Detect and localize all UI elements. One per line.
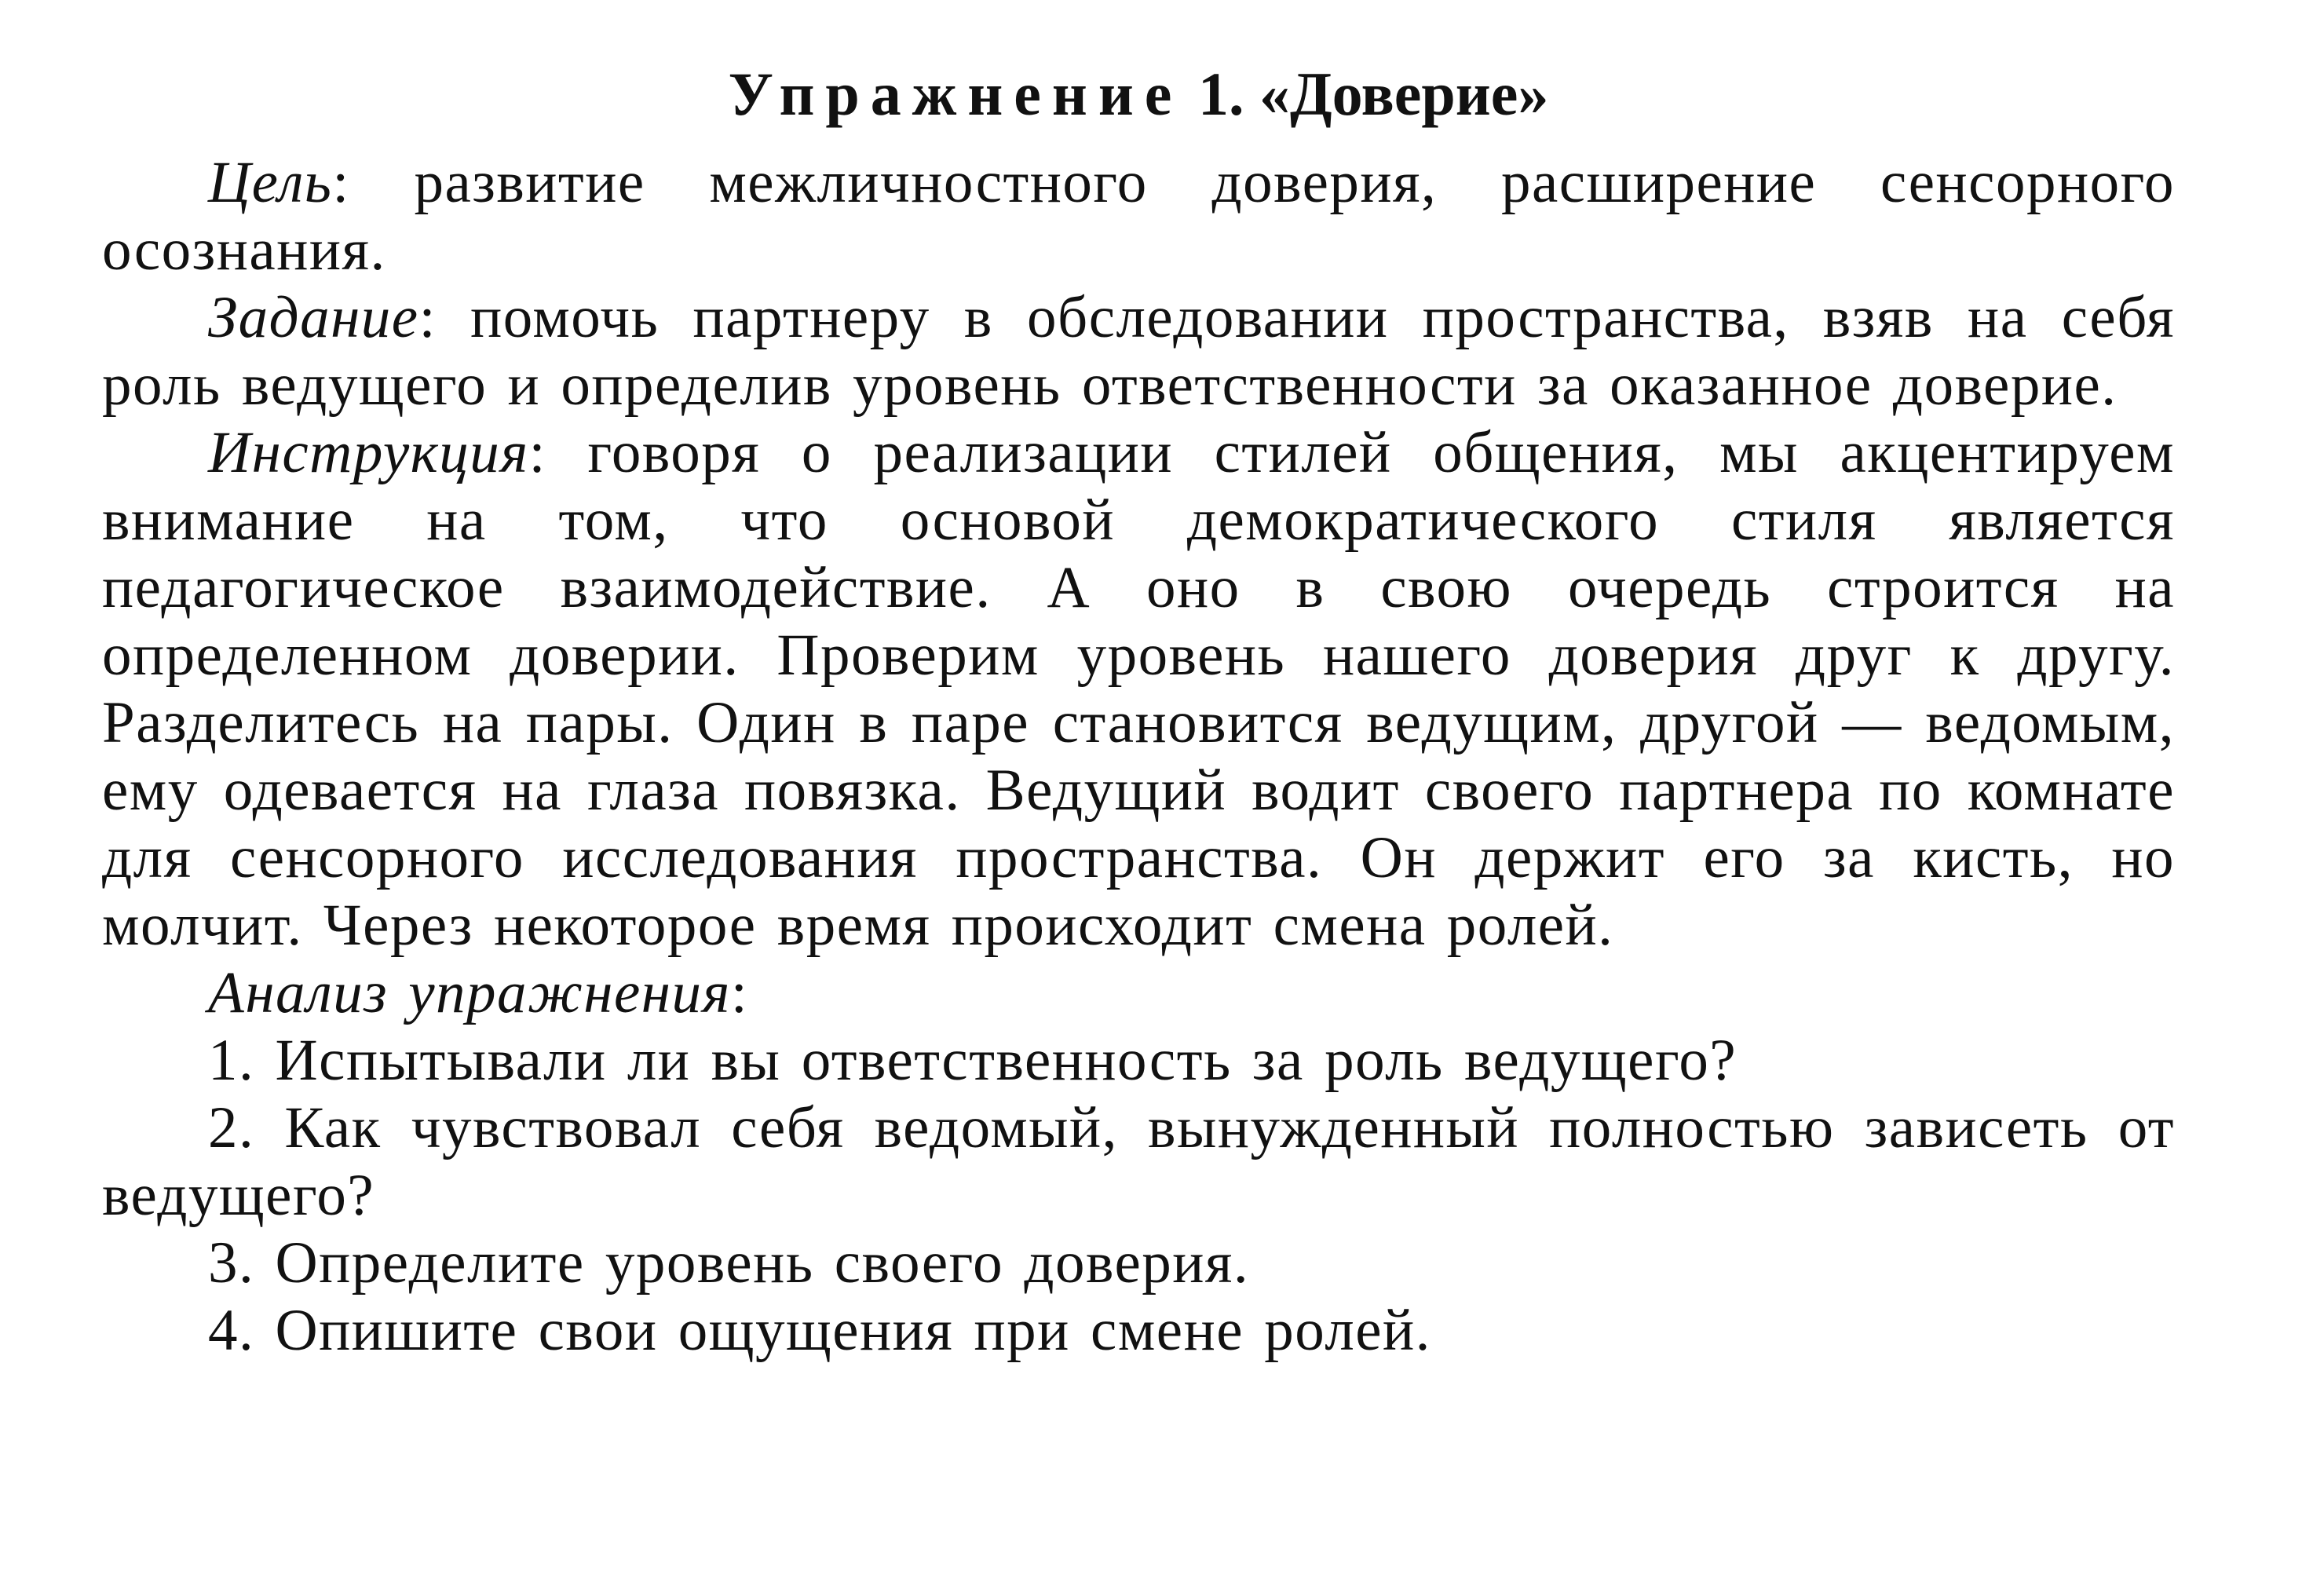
exercise-title-name: 1. «Доверие» — [1182, 60, 1549, 128]
task-text: : помочь партнеру в обследовании пространства, взяв на себя роль ведущего и определив уровень ответственности за оказанное доверие. — [102, 285, 2175, 418]
question-item: 2. Как чувствовал себя ведомый, вынужденный полностью зависеть от ведущего? — [102, 1095, 2175, 1228]
task-paragraph — [102, 284, 2175, 419]
question-item: 1. Испытывали ли вы ответственность за роль ведущего? — [208, 1028, 1738, 1093]
goal-paragraph — [102, 149, 2175, 284]
exercise-page — [102, 47, 2175, 1365]
exercise-title-label: Упражнение — [728, 60, 1183, 128]
analysis-colon: : — [730, 960, 749, 1025]
question-item: 4. Опишите свои ощущения при смене ролей. — [208, 1298, 1431, 1363]
instruction-paragraph — [102, 419, 2175, 959]
task-label: Задание — [208, 285, 419, 350]
instruction-text: : говоря о реализации стилей общения, мы акцентируем внимание на том, что основой демократического стиля является педагогическое взаимодействие. А оно в свою очередь строится на определенном доверии. Проверим уровень нашего доверия друг к другу. Разделитесь на пары. Один в паре становится ведущим, другой — ведомым, ему одевается на глаза повязка. Ведущий водит своего партнера по комнате для сенсорного исследования пространства. Он держит его за кисть, но молчит. Через некоторое время происходит смена ролей. — [102, 420, 2175, 958]
question-item: 3. Определите уровень своего доверия. — [208, 1230, 1250, 1295]
analysis-label: Анализ упражнения — [208, 960, 731, 1025]
goal-label: Цель — [208, 150, 333, 215]
goal-text: : развитие межличностного доверия, расширение сенсорного осознания. — [102, 150, 2175, 283]
instruction-label: Инструкция — [208, 420, 529, 485]
analysis-heading — [102, 959, 2175, 1027]
exercise-title — [102, 47, 2175, 141]
